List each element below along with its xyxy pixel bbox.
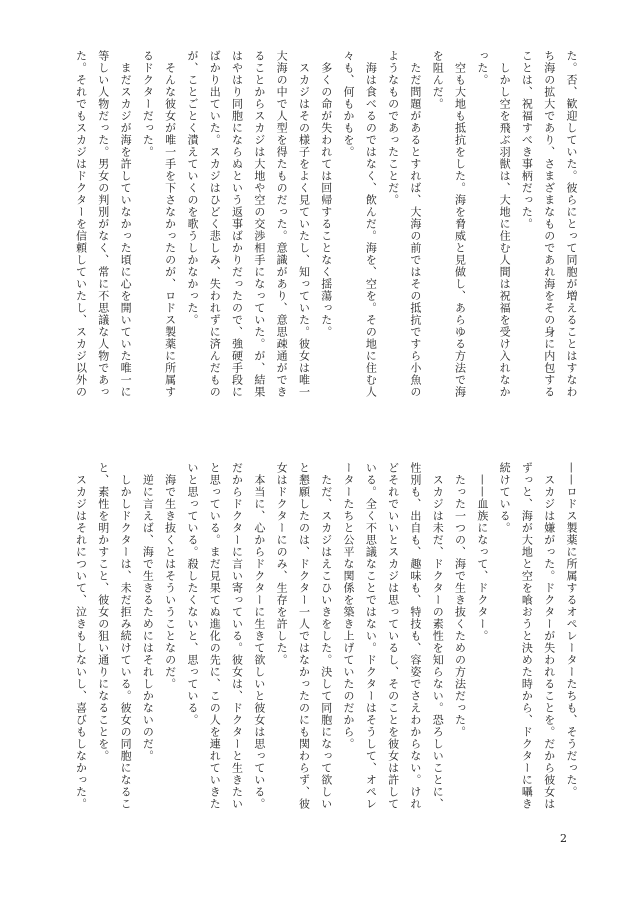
text-line: た。それでもスカジはドクターを信頼していたし、スカジ以外の — [74, 50, 88, 398]
page-number: 2 — [560, 832, 567, 845]
text-line: しかしドクターは、未だ拒み続けている。彼女の同胞になるこ — [119, 462, 133, 810]
text-line: るドクターだった。 — [141, 50, 155, 158]
text-line: と懇願したのは、ドクター一人ではなかったのにも関わらず、彼 — [297, 462, 311, 810]
text-line: まだスカジが海を許していなかった頃に心を開いていた唯一に — [119, 50, 133, 398]
text-line: った。 — [475, 50, 489, 86]
text-line: が、ことごとく潰えていくのを歌うしかなかった。 — [185, 50, 199, 326]
text-line: どそれでいいとスカジは思っているし、そのことを彼女は許して — [386, 462, 400, 810]
text-line: 性別も、出自も、趣味も、特技も、容姿でさえわからない。けれ — [408, 462, 422, 810]
text-line: 等しい人物だった。男女の判別がなく、常に不思議な人物であっ — [96, 50, 110, 398]
text-line: たった一つの、海で生き抜くための方法だった。 — [453, 462, 467, 738]
text-line: ようなものであったことだ。 — [386, 50, 400, 206]
text-line: 女はドクターにのみ、生存を許した。 — [275, 462, 289, 666]
text-line: ——血族になって、ドクター。 — [475, 462, 489, 642]
text-line: 続けている。 — [498, 462, 512, 534]
text-line: ことは、祝福すべき事柄だった。 — [520, 50, 534, 230]
text-line: 海は食べるのではなく、飲んだ。海を、空を。その地に住む人 — [364, 50, 378, 398]
text-line: 空も大地も抵抗をした。海を脅威と見做し、あらゆる方法で海 — [453, 50, 467, 398]
text-line: ばかり出ていた。スカジはひどく悲しみ、失われずに済んだもの — [208, 50, 222, 398]
text-line: ずっと、海が大地と空を喰おうと決めた時から、ドクターに囁き — [520, 462, 534, 810]
text-line: 逆に言えば、海で生きるためにはそれしかないのだ。 — [141, 462, 155, 762]
text-line: 々も、何もかもを。 — [342, 50, 356, 158]
text-line: だからドクターに言い寄っている。彼女は、ドクターと生きたい — [230, 462, 244, 810]
text-line: た。否、歓迎していた。彼らにとって同胞が増えることはすなわ — [565, 50, 578, 398]
text-line: 多くの命が失われては回帰することなく揺蕩った。 — [319, 50, 333, 338]
text-block-top — [74, 50, 582, 414]
text-line: と思っている。まだ見果てぬ進化の先に、この人を連れていきた — [208, 462, 222, 810]
text-line: そんな彼女が唯一手を下さなかったのが、ロドス製薬に所属す — [163, 50, 177, 398]
text-line: ーターたちと公平な関係を築き上げていたのだから。 — [342, 462, 356, 750]
text-line: はやはり同胞にならぬという返事ばかりだったので、強硬手段に — [230, 50, 244, 398]
text-line: ただ問題があるとすれば、大海の前ではその抵抗ですら小魚の — [408, 50, 422, 398]
text-line: スカジは未だ、ドクターの素性を知らない。恐ろしいことに、 — [431, 462, 445, 810]
text-line: スカジはその様子をよく見ていたし、知っていた。彼女は唯一 — [297, 50, 311, 398]
text-line: スカジはそれについて、泣きもしないし、喜びもしなかった。 — [74, 462, 88, 810]
text-line: スカジは嫌がった。ドクターが失われることを。だから彼女は — [542, 462, 556, 810]
text-line: ——ロドス製薬に所属するオペレーターたちも、そうだった。 — [565, 462, 578, 798]
text-line: いと思っている。殺したくないと、思っている。 — [185, 462, 199, 726]
text-line: 本当に、心からドクターに生きて欲しいと彼女は思っている。 — [252, 462, 266, 810]
text-line: 大海の中で人型を得たものだった。意識があり、意思疎通ができ — [275, 50, 289, 398]
text-line: ち海の拡大であり、さまざまなものであれ海をその身に内包する — [542, 50, 556, 398]
text-line: ることからスカジは大地や空の交渉相手になっていた。が、結果 — [252, 50, 266, 398]
text-line: 海で生き抜くとはそういうことなのだ。 — [163, 462, 177, 690]
text-line: を阻んだ。 — [431, 50, 445, 110]
text-line: しかし空を飛ぶ羽獣は、大地に住む人間は祝福を受け入れなか — [498, 50, 512, 398]
text-line: と、素性を明かすこと、彼女の狙い通りになることを。 — [96, 462, 110, 762]
text-line: ただ、スカジはえこひいきをした。決して同胞になって欲しい — [319, 462, 333, 810]
text-line: いる。全く不思議なことではない。ドクターはそうして、オペレ — [364, 462, 378, 810]
text-block-bottom — [74, 462, 582, 822]
